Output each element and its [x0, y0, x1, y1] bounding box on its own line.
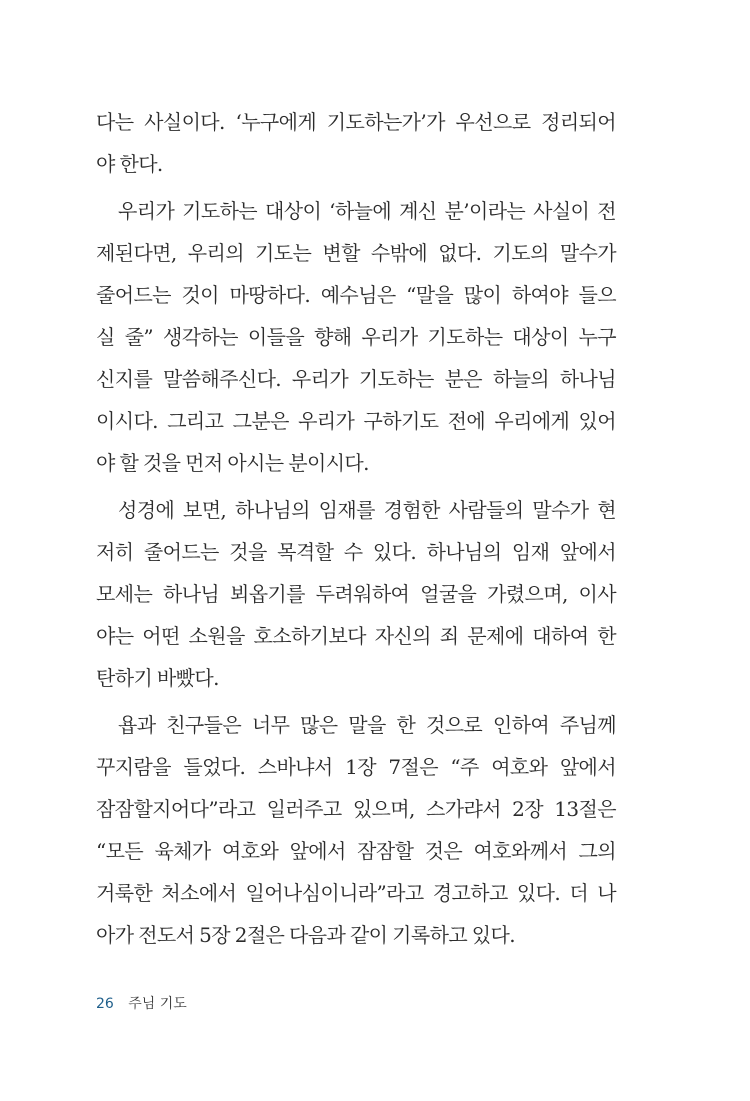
text-line: 아가 전도서 5장 2절은 다음과 같이 기록하고 있다. — [96, 923, 515, 947]
text-line: 우리가 기도하는 대상이 ‘하늘에 계신 분’이라는 사실이 전 — [118, 199, 616, 223]
text-line: 실 줄” 생각하는 이들을 향해 우리가 기도하는 대상이 누구 — [96, 325, 616, 349]
page-number: 26 — [96, 996, 114, 1012]
text-line: 신지를 말씀해주신다. 우리가 기도하는 분은 하늘의 하나님 — [96, 367, 616, 391]
text-line: 이시다. 그리고 그분은 우리가 구하기도 전에 우리에게 있어 — [96, 409, 616, 433]
paragraph — [96, 101, 616, 185]
text-line: 야 할 것을 먼저 아시는 분이시다. — [96, 451, 369, 475]
text-line: 줄어드는 것이 마땅하다. 예수님은 “말을 많이 하여야 들으 — [96, 283, 616, 307]
text-line: 야 한다. — [96, 152, 163, 176]
paragraph — [96, 489, 616, 699]
text-line: 저히 줄어드는 것을 목격할 수 있다. 하나님의 임재 앞에서 — [96, 540, 616, 564]
text-line: 탄하기 바빴다. — [96, 666, 219, 690]
text-line: 제된다면, 우리의 기도는 변할 수밖에 없다. 기도의 말수가 — [96, 241, 616, 265]
text-line: 욥과 친구들은 너무 많은 말을 한 것으로 인하여 주님께 — [118, 713, 616, 737]
paragraph — [96, 704, 616, 956]
text-line: 야는 어떤 소원을 호소하기보다 자신의 죄 문제에 대하여 한 — [96, 624, 616, 648]
text-line: 성경에 보면, 하나님의 임재를 경험한 사람들의 말수가 현 — [118, 498, 616, 522]
text-line: 잠잠할지어다”라고 일러주고 있으며, 스가랴서 2장 13절은 — [96, 797, 616, 821]
text-line: 다는 사실이다. ‘누구에게 기도하는가’가 우선으로 정리되어 — [96, 110, 616, 134]
text-line: “모든 육체가 여호와 앞에서 잠잠할 것은 여호와께서 그의 — [96, 839, 616, 863]
text-line: 거룩한 처소에서 일어나심이니라”라고 경고하고 있다. 더 나 — [96, 881, 616, 905]
page-footer — [96, 993, 187, 1013]
running-title: 주님 기도 — [128, 996, 187, 1012]
paragraph — [96, 190, 616, 484]
text-line: 꾸지람을 들었다. 스바냐서 1장 7절은 “주 여호와 앞에서 — [96, 755, 616, 779]
body-text — [96, 101, 616, 956]
text-line: 모세는 하나님 뵈옵기를 두려워하여 얼굴을 가렸으며, 이사 — [96, 582, 616, 606]
